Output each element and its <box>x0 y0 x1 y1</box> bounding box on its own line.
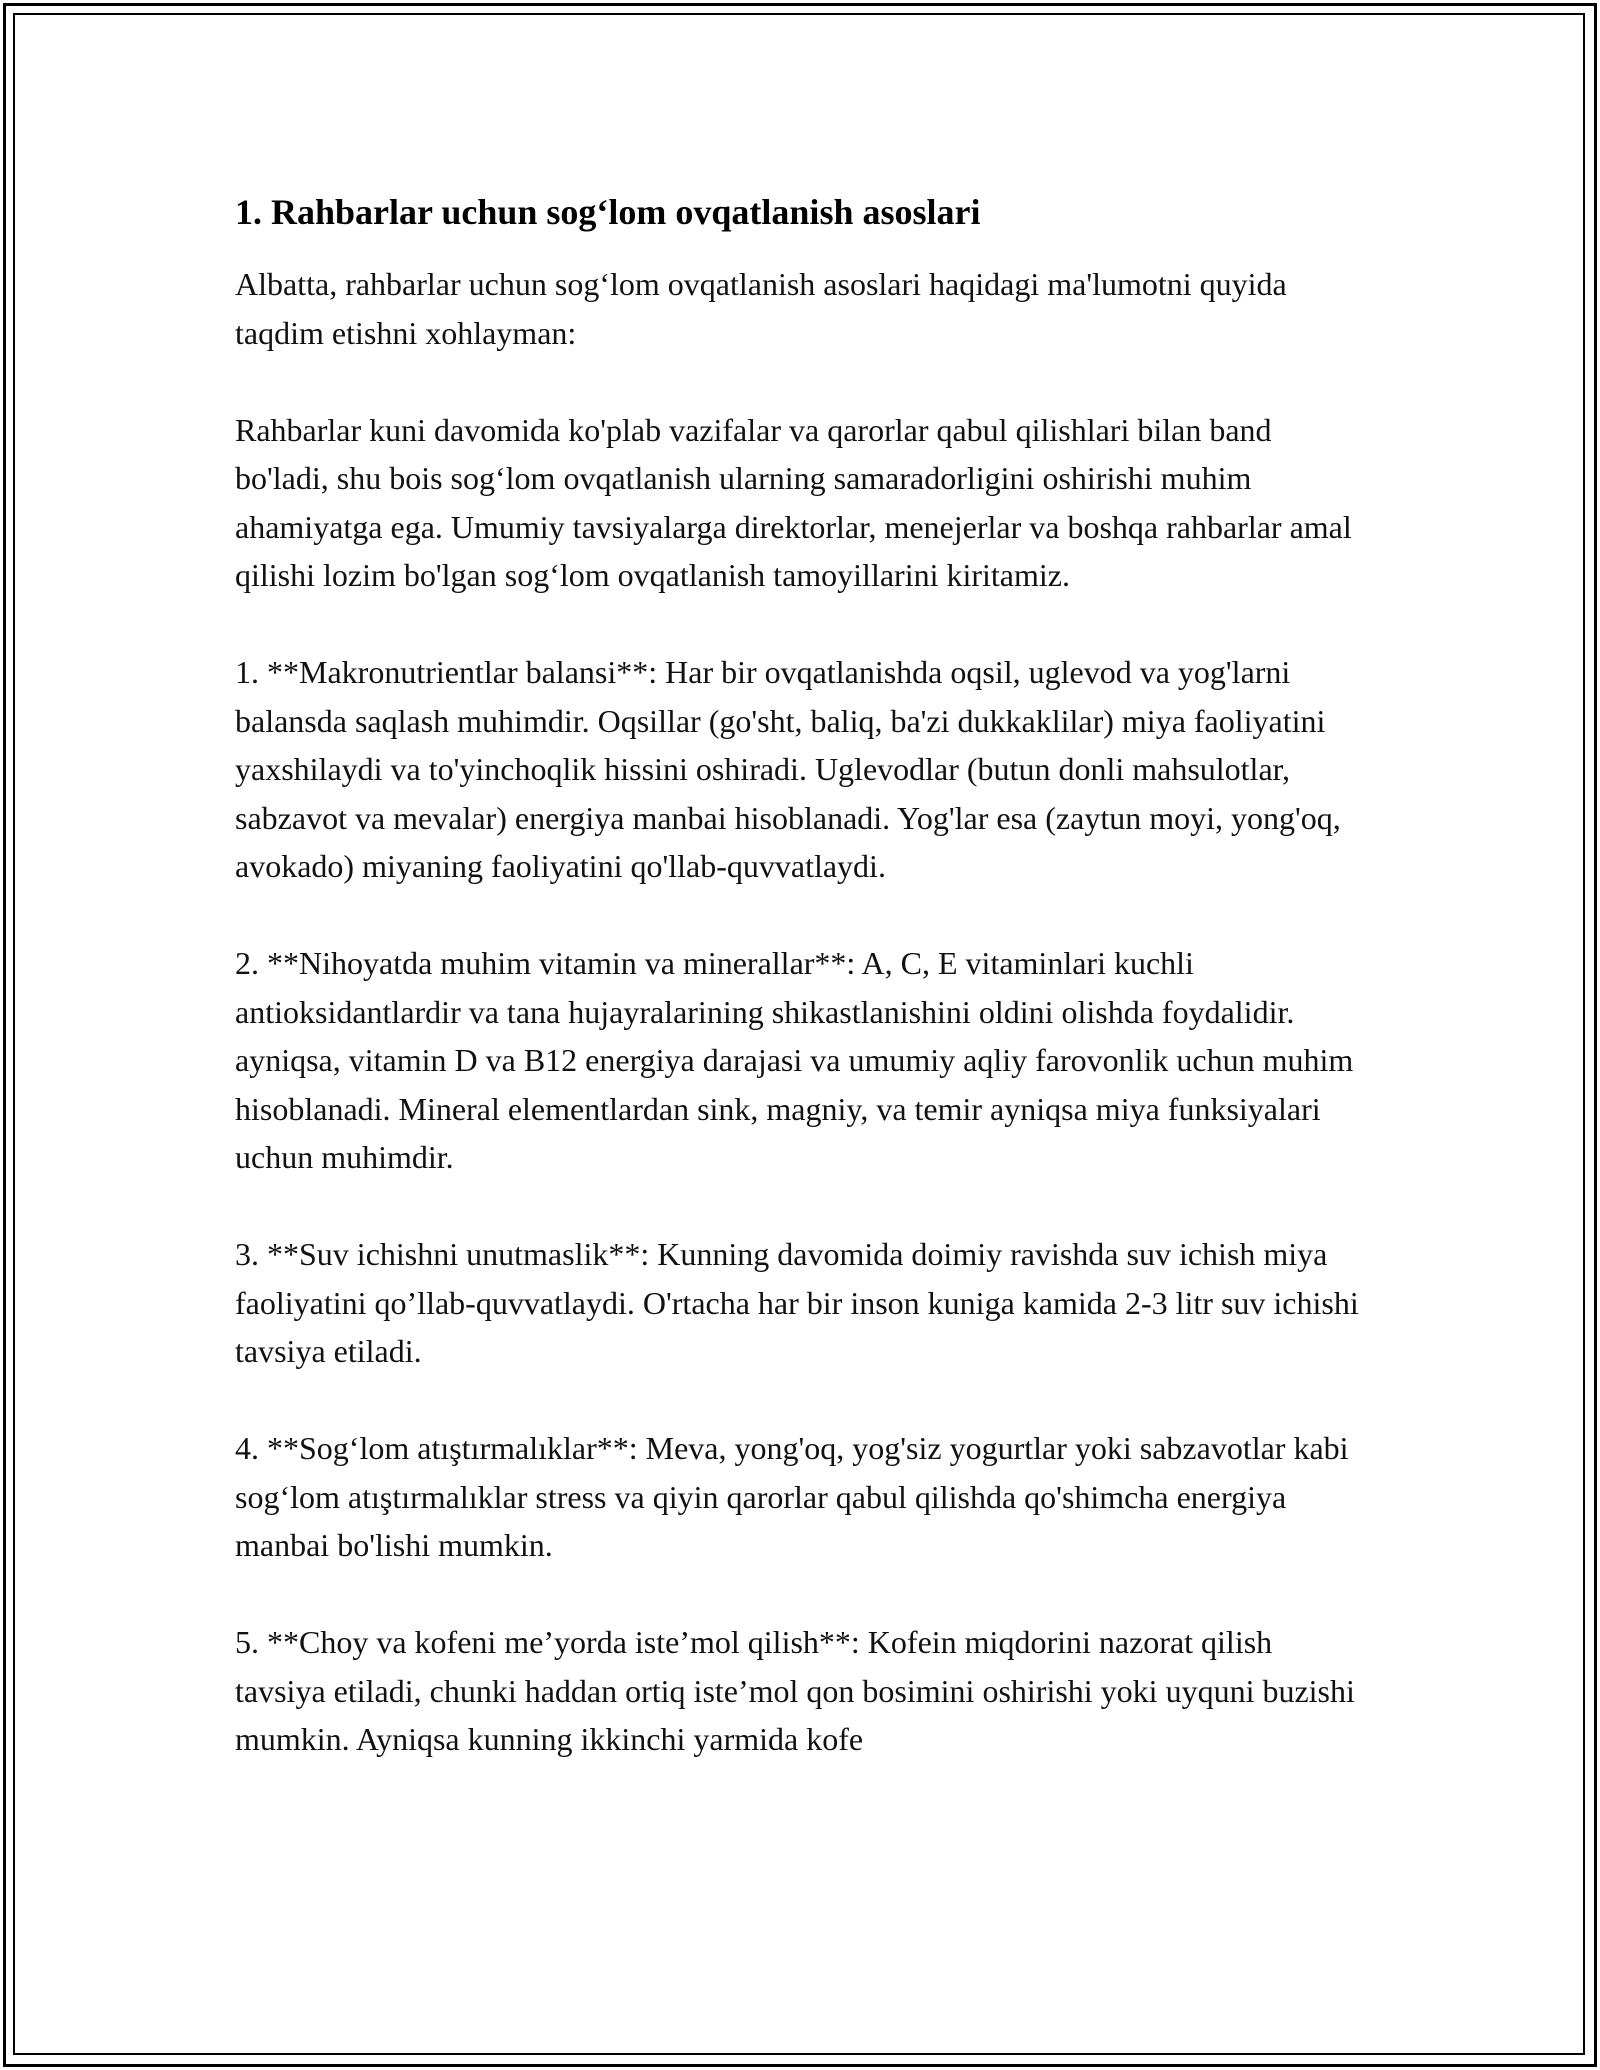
list-item-water: 3. **Suv ichishni unutmaslik**: Kunning davomida doimiy ravishda suv ichish miya faoliyatini qo’llab-quvvatlaydi. O'rtacha har bir inson kuniga kamida 2-3 litr suv ichishi tavsiya etiladi. <box>235 1236 1359 1369</box>
list-item-macronutrients: 1. **Makronutrientlar balansi**: Har bir ovqatlanishda oqsil, uglevod va yog'larni balansda saqlash muhimdir. Oqsillar (go'sht, baliq, ba'zi dukkaklilar) miya faoliyatini yaxshilaydi va to'yinchoqlik hissini oshiradi. Uglevodlar (butun donli mahsulotlar, sabzavot va mevalar) energiya manbai hisoblanadi. Yog'lar esa (zaytun moyi, yong'oq, avokado) miyaning faoliyatini qo'llab-quvvatlaydi. <box>235 654 1341 884</box>
list-item-healthy-snacks: 4. **Sog‘lom atıştırmalıklar**: Meva, yong'oq, yog'siz yogurtlar yoki sabzavotlar kabi sog‘lom atıştırmalıklar stress va qiyin qarorlar qabul qilishda qo'shimcha energiya manbai bo'lishi mumkin. <box>235 1430 1349 1563</box>
context-paragraph: Rahbarlar kuni davomida ko'plab vazifalar va qarorlar qabul qilishlari bilan band bo'ladi, shu bois sog‘lom ovqatlanish ularning samaradorligini oshirishi muhim ahamiyatga ega. Umumiy tavsiyalarga direktorlar, menejerlar va boshqa rahbarlar amal qilishi lozim bo'lgan sog‘lom ovqatlanish tamoyillarini kiritamiz. <box>235 411 1352 593</box>
document-heading: 1. Rahbarlar uchun sog‘lom ovqatlanish asoslari <box>235 192 981 232</box>
list-item-tea-coffee: 5. **Choy va kofeni me’yorda iste’mol qilish**: Kofein miqdorini nazorat qilish tavsiya etiladi, chunki haddan ortiq iste’mol qon bosimini oshirishi yoki uyquni buzishi mumkin. Ayniqsa kunning ikkinchi yarmida kofe <box>235 1624 1355 1757</box>
document-page <box>235 188 1365 1764</box>
intro-paragraph: Albatta, rahbarlar uchun sog‘lom ovqatlanish asoslari haqidagi ma'lumotni quyida taqdim etishni xohlayman: <box>235 266 1287 351</box>
list-item-vitamins-minerals: 2. **Nihoyatda muhim vitamin va minerallar**: A, C, E vitaminlari kuchli antioksidantlardir va tana hujayralarining shikastlanishini oldini olishda foydalidir. ayniqsa, vitamin D va B12 energiya darajasi va umumiy aqliy farovonlik uchun muhim hisoblanadi. Mineral elementlardan sink, magniy, va temir ayniqsa miya funksiyalari uchun muhimdir. <box>235 945 1354 1175</box>
